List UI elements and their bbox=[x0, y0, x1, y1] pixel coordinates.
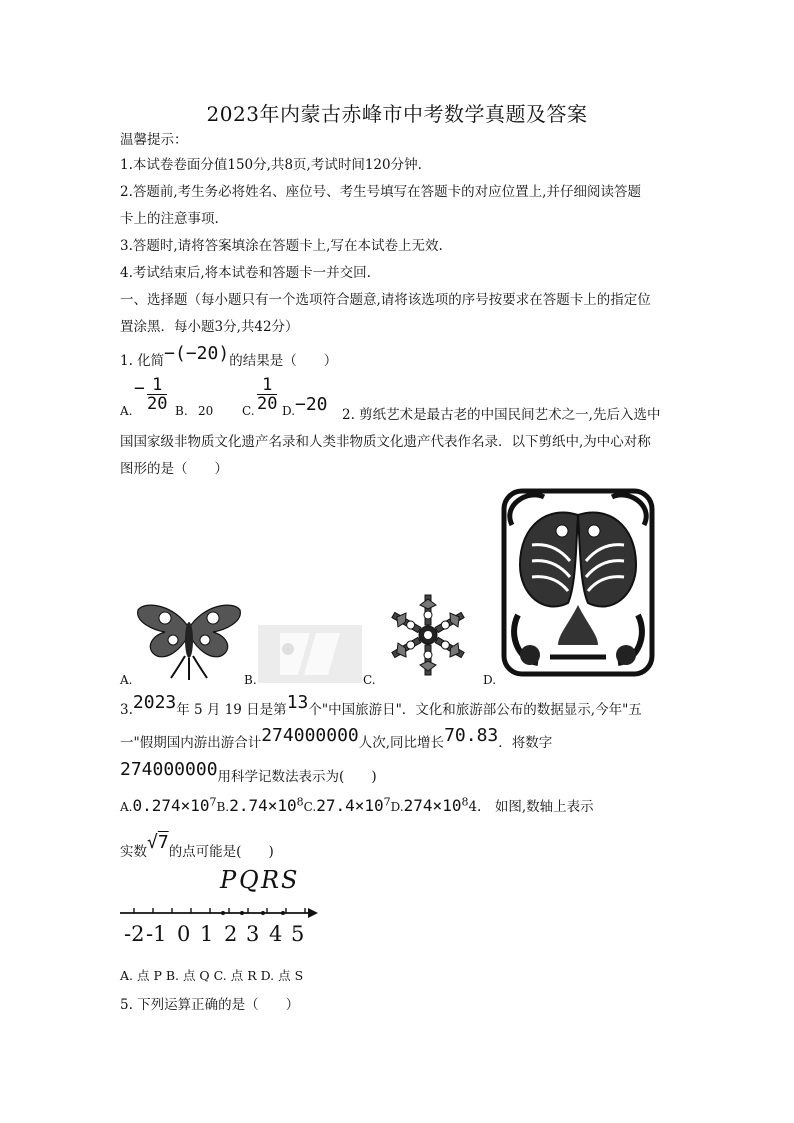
q4-sqrt: √7 bbox=[147, 832, 169, 853]
point-q-label: Q bbox=[239, 866, 259, 894]
q3-text-5: ．将数字 bbox=[498, 735, 553, 751]
tip-item-2-cont: 卡上的注意事项. bbox=[120, 211, 219, 227]
q4-text-1: 实数 bbox=[120, 844, 147, 860]
q2-opt-b-label: B. bbox=[244, 673, 257, 687]
q2-stem-3: 图形的是（ ） bbox=[120, 461, 228, 477]
tick-label: 0 bbox=[177, 922, 191, 946]
tick-label: 4 bbox=[269, 922, 283, 946]
q3-options bbox=[120, 795, 594, 815]
tick-label: -2 bbox=[124, 922, 145, 946]
q3-year: 2023 bbox=[132, 692, 177, 713]
q3-opt-a-label: A. bbox=[120, 800, 133, 814]
q2-opt-a-label: A. bbox=[120, 673, 133, 687]
q1-expression: −(−20) bbox=[164, 343, 230, 364]
q2-stem-1: 2. 剪纸艺术是最古老的中国民间艺术之一,先后入选中 bbox=[342, 407, 661, 423]
tips-heading: 温馨提示： bbox=[120, 132, 188, 148]
point-s bbox=[281, 866, 297, 894]
q3-opt-d-exp: 8 bbox=[461, 795, 469, 809]
tick-label: 5 bbox=[291, 922, 305, 946]
point-r bbox=[261, 866, 279, 894]
q3-text-3: 一"假期国内游出游合计 bbox=[120, 735, 262, 751]
q4-options: A. 点 P B. 点 Q C. 点 R D. 点 S bbox=[120, 968, 304, 983]
tick-label: 1 bbox=[200, 922, 214, 946]
q3-opt-b-label: B. bbox=[216, 800, 230, 814]
q1-opt-a-num: 1 bbox=[147, 376, 167, 395]
tip-item-3: 3.答题时,请将答案填涂在答题卡上,写在本试卷上无效. bbox=[120, 238, 443, 254]
q3-stem-1 bbox=[120, 692, 642, 719]
q3-opt-b-base: 2.74×10 bbox=[229, 796, 297, 815]
tick-label: 3 bbox=[246, 922, 260, 946]
q3-opt-d-base: 274×10 bbox=[403, 796, 462, 815]
q4-text-2: 的点可能是( ) bbox=[168, 844, 274, 860]
q3-stem-3 bbox=[120, 759, 377, 786]
q1-opt-c-fraction bbox=[257, 376, 277, 413]
q3-number: 3. bbox=[120, 702, 133, 718]
q1-opt-c-den: 20 bbox=[257, 394, 278, 414]
q3-visitors: 274000000 bbox=[261, 725, 359, 746]
q3-opt-d-label: D. bbox=[390, 800, 404, 814]
point-p-label: P bbox=[220, 866, 237, 894]
q1-prefix: 1. 化简 bbox=[120, 353, 165, 369]
page-title: 2023年内蒙古赤峰市中考数学真题及答案 bbox=[206, 102, 588, 126]
q1-opt-d-value: −20 bbox=[295, 394, 328, 415]
q5-stem: 5. 下列运算正确的是（ ） bbox=[120, 997, 300, 1013]
q3-growth: 70.83 bbox=[444, 725, 499, 746]
q1-opt-a-sign: − bbox=[134, 378, 145, 399]
q3-opt-c-label: C. bbox=[303, 800, 317, 814]
q1-opt-c-label: C. bbox=[242, 404, 255, 418]
q1-opt-a-fraction bbox=[147, 376, 167, 413]
q1-opt-b-value: 20 bbox=[198, 404, 214, 418]
tip-item-2: 2.答题前,考生务必将姓名、座位号、考生号填写在答题卡的对应位置上,并仔细阅读答题 bbox=[120, 184, 641, 200]
number-line-points bbox=[220, 866, 236, 894]
faded-papercut-image bbox=[258, 625, 362, 683]
fish-pair-papercut-image bbox=[498, 485, 658, 680]
q1-opt-d-label: D. bbox=[282, 404, 296, 418]
number-line bbox=[118, 900, 318, 924]
q3-text-1: 年 5 月 19 日是第 bbox=[176, 702, 287, 718]
q3-opt-c-base: 27.4×10 bbox=[316, 796, 384, 815]
q1-opt-a-label: A. bbox=[120, 404, 133, 418]
q4-stem-2 bbox=[120, 832, 274, 861]
point-r-label: R bbox=[261, 866, 280, 894]
butterfly-papercut-image bbox=[135, 600, 243, 680]
tick-label: 2 bbox=[224, 922, 238, 946]
q3-text-2: 个"中国旅游日"．文化和旅游部公布的数据显示,今年"五 bbox=[308, 702, 642, 718]
q3-opt-a-base: 0.274×10 bbox=[132, 796, 210, 815]
q3-text-6: 用科学记数法表示为( ) bbox=[217, 769, 377, 785]
snowflake-papercut-image bbox=[378, 592, 478, 678]
q3-stem-2 bbox=[120, 725, 553, 752]
section-heading: 一、选择题（每小题只有一个选项符合题意,请将该选项的序号按要求在答题卡上的指定位 bbox=[120, 292, 651, 308]
q1-opt-c-num: 1 bbox=[257, 376, 277, 395]
q3-number-to-convert: 274000000 bbox=[120, 759, 218, 780]
point-s-label: S bbox=[281, 866, 298, 894]
q1-opt-b-label: B. bbox=[175, 404, 188, 418]
q2-opt-c-label: C. bbox=[363, 673, 376, 687]
section-heading-cont: 置涂黑．每小题3分,共42分） bbox=[120, 319, 299, 335]
q3-opt-c-exp: 7 bbox=[383, 795, 391, 809]
q3-opt-a-exp: 7 bbox=[209, 795, 217, 809]
point-q bbox=[239, 866, 259, 894]
tip-item-1: 1.本试卷卷面分值150分,共8页,考试时间120分钟. bbox=[120, 157, 422, 173]
tick-label: -1 bbox=[146, 922, 167, 946]
q2-stem-2: 国国家级非物质文化遗产名录和人类非物质文化遗产代表作名录．以下剪纸中,为中心对称 bbox=[120, 434, 651, 450]
q3-num-13: 13 bbox=[286, 692, 309, 713]
q2-opt-d-label: D. bbox=[483, 673, 497, 687]
tip-item-4: 4.考试结束后,将本试卷和答题卡一并交回. bbox=[120, 265, 371, 281]
q1-opt-a-den: 20 bbox=[147, 394, 168, 414]
q3-opt-b-exp: 8 bbox=[296, 795, 304, 809]
q4-sqrt-radicand: 7 bbox=[157, 832, 169, 853]
q1-suffix: 的结果是（ ） bbox=[229, 353, 338, 369]
q1-stem bbox=[120, 343, 338, 370]
q3-text-4: 人次,同比增长 bbox=[358, 735, 445, 751]
q4-stem-1: 4. 如图,数轴上表示 bbox=[468, 799, 594, 815]
